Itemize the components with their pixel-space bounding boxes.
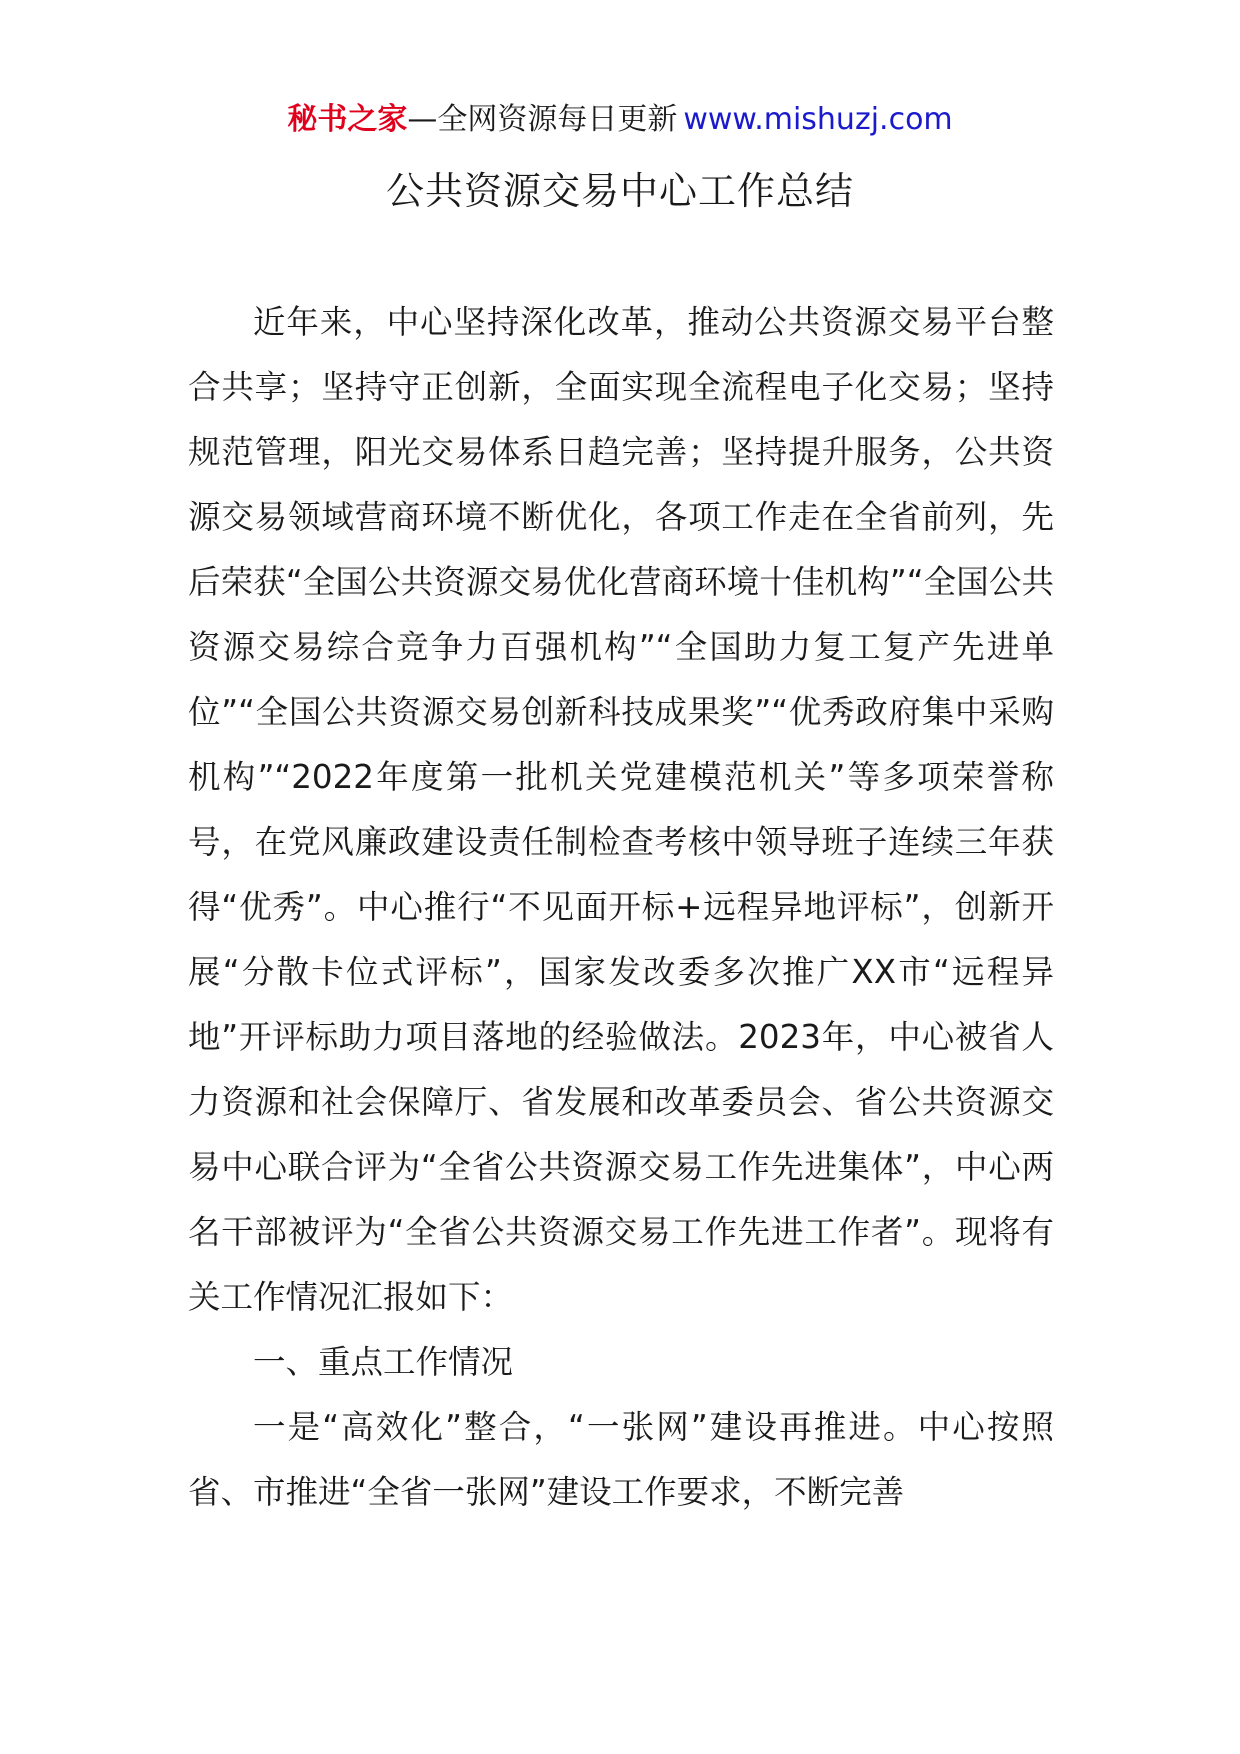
document-title: 公共资源交易中心工作总结 xyxy=(385,169,854,213)
section-heading: 一、重点工作情况 xyxy=(253,1343,514,1381)
site-header xyxy=(0,100,1240,140)
document-body xyxy=(188,290,1054,1525)
body-paragraph: 一是“高效化”整合，“一张网”建设再推进。中心按照省、市推进“全省一张网”建设工作要求，不断完善 xyxy=(188,1408,1054,1511)
site-url-link[interactable]: www.mishuzj.com xyxy=(683,102,953,137)
brand-name: 秘书之家 xyxy=(287,102,408,137)
intro-paragraph: 近年来，中心坚持深化改革，推动公共资源交易平台整合共享；坚持守正创新，全面实现全流程电子化交易；坚持规范管理，阳光交易体系日趋完善；坚持提升服务，公共资源交易领域营商环境不断优化，各项工作走在全省前列，先后荣获“全国公共资源交易优化营商环境十佳机构”“全国公共资源交易综合竞争力百强机构”“全国助力复工复产先进单位”“全国公共资源交易创新科技成果奖”“优秀政府集中采购机构”“2022年度第一批机关党建模范机关”等多项荣誉称号，在党风廉政建设责任制检查考核中领导班子连续三年获得“优秀”。中心推行“不见面开标+远程异地评标”，创新开展“分散卡位式评标”，国家发改委多次推广XX市“远程异地”开评标助力项目落地的经验做法。2023年，中心被省人力资源和社会保障厅、省发展和改革委员会、省公共资源交易中心联合评为“全省公共资源交易工作先进集体”，中心两名干部被评为“全省公共资源交易工作先进工作者”。现将有关工作情况汇报如下： xyxy=(188,303,1054,1316)
site-tagline: —全网资源每日更新 xyxy=(407,102,678,137)
